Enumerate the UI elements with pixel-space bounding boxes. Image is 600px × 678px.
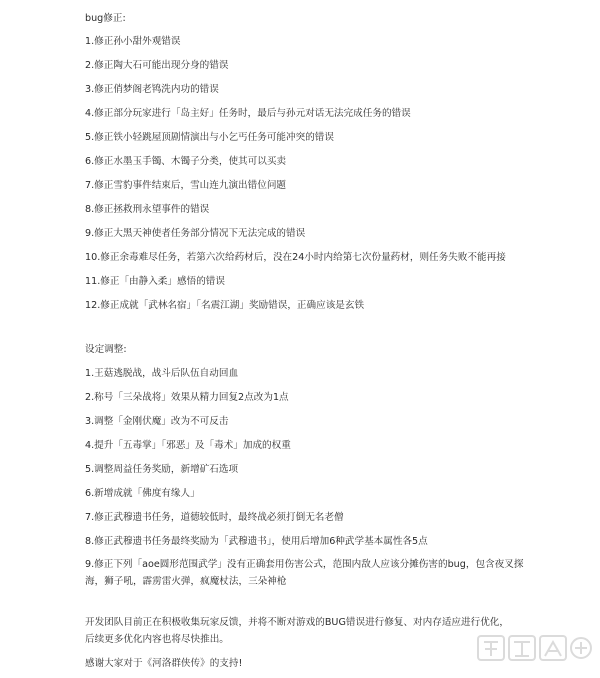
bugfix-heading: bug修正: <box>85 13 126 24</box>
settings-item: 9.修正下列「aoe圆形范围武学」没有正确套用伤害公式，范围内敌人应该分摊伤害的bug，包含夜叉探海，狮子吼，霹雳雷火弹，疯魔杖法，三朵神枪 <box>85 559 524 587</box>
thanks-line: 感谢大家对于《河洛群侠传》的支持! <box>85 658 243 669</box>
bugfix-item: 8.修正拯救刑永望事件的错误 <box>85 204 210 215</box>
settings-item: 1.王菇逃脱战，战斗后队伍自动回血 <box>85 368 239 379</box>
settings-item: 6.新增成就「佛度有缘人」 <box>85 488 200 499</box>
settings-item: 7.修正武穆遗书任务，道德较低时，最终战必须打倒无名老僧 <box>85 512 344 523</box>
bugfix-item: 6.修正水墨玉手镯、木镯子分类，使其可以买卖 <box>85 156 287 167</box>
bugfix-item: 9.修正大黑天神使者任务部分情况下无法完成的错误 <box>85 228 306 239</box>
bugfix-item: 2.修正陶大石可能出现分身的错误 <box>85 60 229 71</box>
bugfix-item: 12.修正成就「武林名宿」「名震江湖」奖励错误，正确应该是玄铁 <box>85 300 365 311</box>
bugfix-item: 10.修正余毒难尽任务，若第六次给药材后，没在24小时内给第七次份量药材，则任务失败不能再接 <box>85 252 506 263</box>
settings-item: 4.提升「五毒掌」「邪恶」及「毒术」加成的权重 <box>85 440 291 451</box>
bugfix-item: 5.修正铁小轻跳屋顶剧情演出与小乞丐任务可能冲突的错误 <box>85 132 334 143</box>
settings-item: 2.称号「三朵战将」效果从精力回复2点改为1点 <box>85 392 289 403</box>
bugfix-item: 3.修正俏梦阁老鸨洗内功的错误 <box>85 84 219 95</box>
bugfix-item: 7.修正雪豹事件结束后，雪山连九演出错位问题 <box>85 180 287 191</box>
settings-item: 5.调整周益任务奖励，新增矿石选项 <box>85 464 239 475</box>
settings-heading: 设定调整: <box>85 344 127 355</box>
closing-paragraph: 开发团队目前正在积极收集玩家反馈，并将不断对游戏的BUG错误进行修复、对内存适应进行优化，后续更多优化内容也将尽快推出。 <box>85 617 509 645</box>
bugfix-item: 11.修正「由静入柔」感悟的错误 <box>85 276 225 287</box>
site-watermark-logo <box>476 632 594 668</box>
bugfix-item: 4.修正部分玩家进行「岛主好」任务时，最后与孙元对话无法完成任务的错误 <box>85 108 411 119</box>
bugfix-item: 1.修正孙小甜外观错误 <box>85 36 181 47</box>
settings-item: 3.调整「金刚伏魔」改为不可反击 <box>85 416 229 427</box>
settings-item: 8.修正武穆遗书任务最终奖励为「武穆遗书」，使用后增加6种武学基本属性各5点 <box>85 536 428 547</box>
